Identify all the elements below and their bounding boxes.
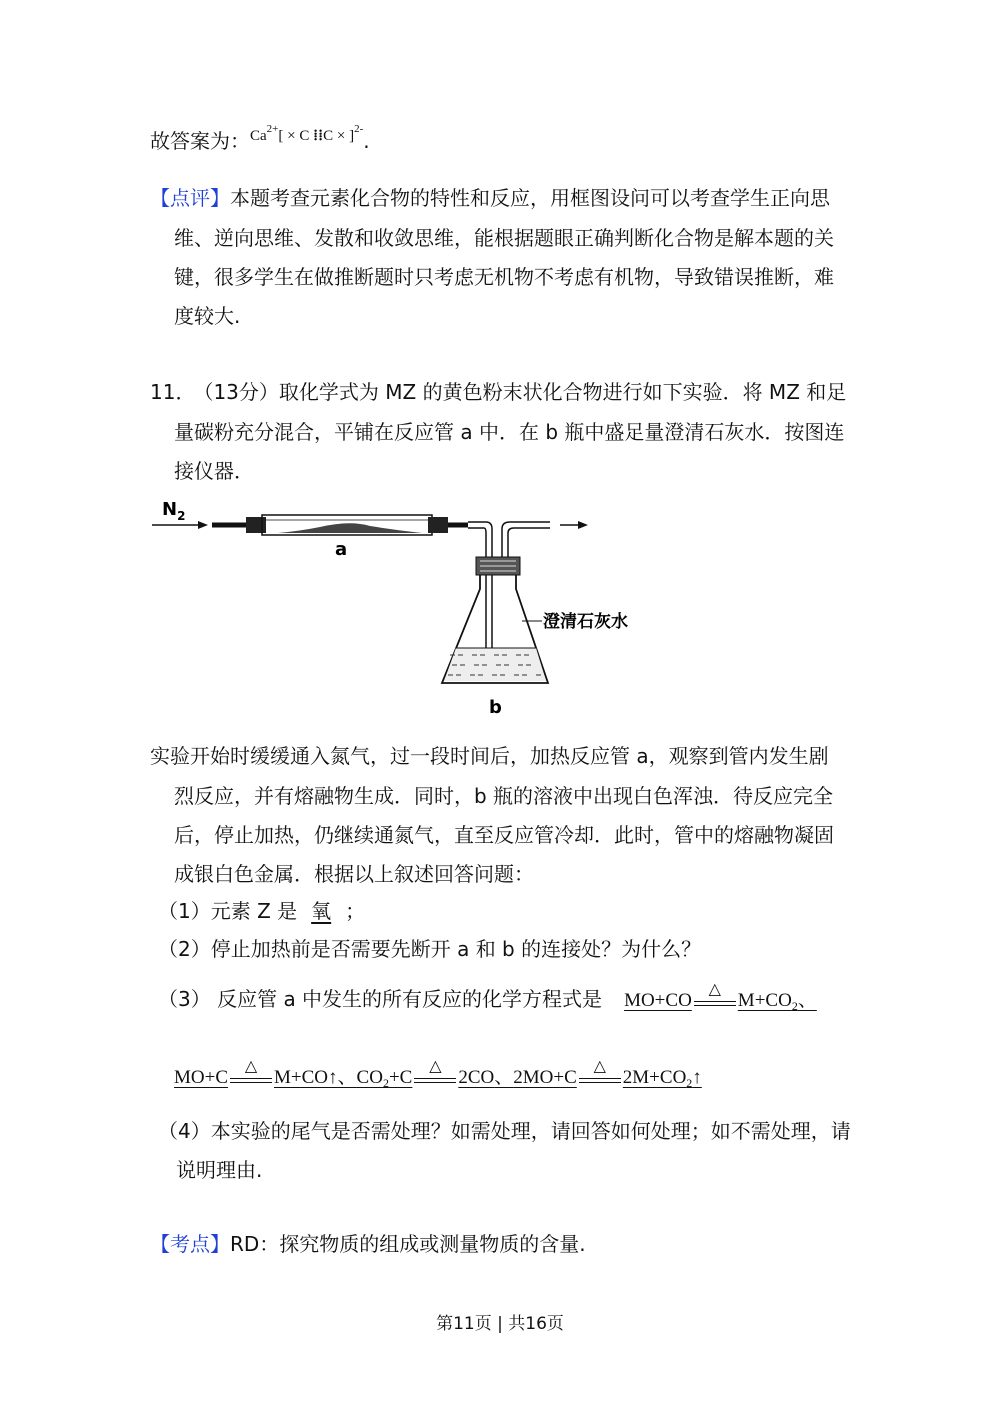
answer-prefix: 故答案为： [150,129,250,153]
answer-line: 故答案为：$^{Ca^{2+}[ \times C ⁞⁞C \times ]^{2-}}$. [150,123,370,153]
powder [278,523,422,533]
question-score: （13分） [203,380,279,404]
description-line-4: 成银白色金属．根据以上叙述回答问题： [174,862,534,886]
question-line-1: 11． （13分）取化学式为 MZ 的黄色粉末状化合物进行如下实验．将 MZ 和足 [150,380,847,404]
description-line-2: 烈反应，并有熔融物生成．同时，b 瓶的溶液中出现白色浑浊．待反应完全 [174,784,834,808]
equation-line-1: MO+CO △ $M+CO_2$、 [624,980,817,1013]
apparatus-figure [150,493,670,723]
gas-label: $N_2$ [162,499,186,523]
question-line-3: 接仪器． [174,459,254,483]
subquestion-4-line-2: 说明理由. [176,1158,263,1182]
comment-tag: 【点评】 [150,186,230,210]
page-footer: 第11页 | 共16页 [436,1314,564,1334]
kaodian-tag: 【考点】 [150,1232,230,1256]
kaodian-line: 【考点】RD：探究物质的组成或测量物质的含量. [150,1232,586,1256]
description-line-3: 后，停止加热，仍继续通氮气，直至反应管冷却．此时，管中的熔融物凝固 [174,823,834,847]
question-line-2: 量碳粉充分混合，平铺在反应管 a 中．在 b 瓶中盛足量澄清石灰水．按图连 [174,420,845,444]
description-line-1: 实验开始时缓缓通入氮气，过一段时间后，加热反应管 a，观察到管内发生剧 [150,744,829,768]
subquestion-3: （3） 反应管 a 中发生的所有反应的化学方程式是 MO+CO △ $M+CO_2$、 [158,980,817,1013]
comment-line-2: 维、逆向思维、发散和收敛思维，能根据题眼正确判断化合物是解本题的关 [174,226,834,250]
equation-line-2: MO+C △ M+CO↑、$CO_2+C$ △ 2CO、2MO+C △ $2M+CO_2↑$ [174,1057,702,1090]
comment-line-3: 键，很多学生在做推断题时只考虑无机物不考虑有机物，导致错误推断，难 [174,265,834,289]
flask-label: b [489,697,502,718]
answer-z: 氧 [311,899,332,923]
solution-label: 澄清石灰水 [543,612,628,632]
comment-line-4: 度较大. [174,304,241,328]
tube-label: a [335,539,348,560]
electron-formula: Ca2+[ × C ⁞⁞C × ]2- [250,123,364,144]
right-stopper [428,517,448,533]
subquestion-1: （1）元素 Z 是 氧 ； [158,899,366,923]
left-stopper [246,517,266,533]
subquestion-2: （2）停止加热前是否需要先断开 a 和 b 的连接处？为什么？ [158,937,702,961]
comment-line-1: 【点评】本题考查元素化合物的特性和反应，用框图设问可以考查学生正向思 [150,186,830,210]
question-number: 11． [150,380,196,404]
subquestion-4-line-1: （4）本实验的尾气是否需处理？如需处理，请回答如何处理；如不需处理，请 [158,1119,851,1143]
